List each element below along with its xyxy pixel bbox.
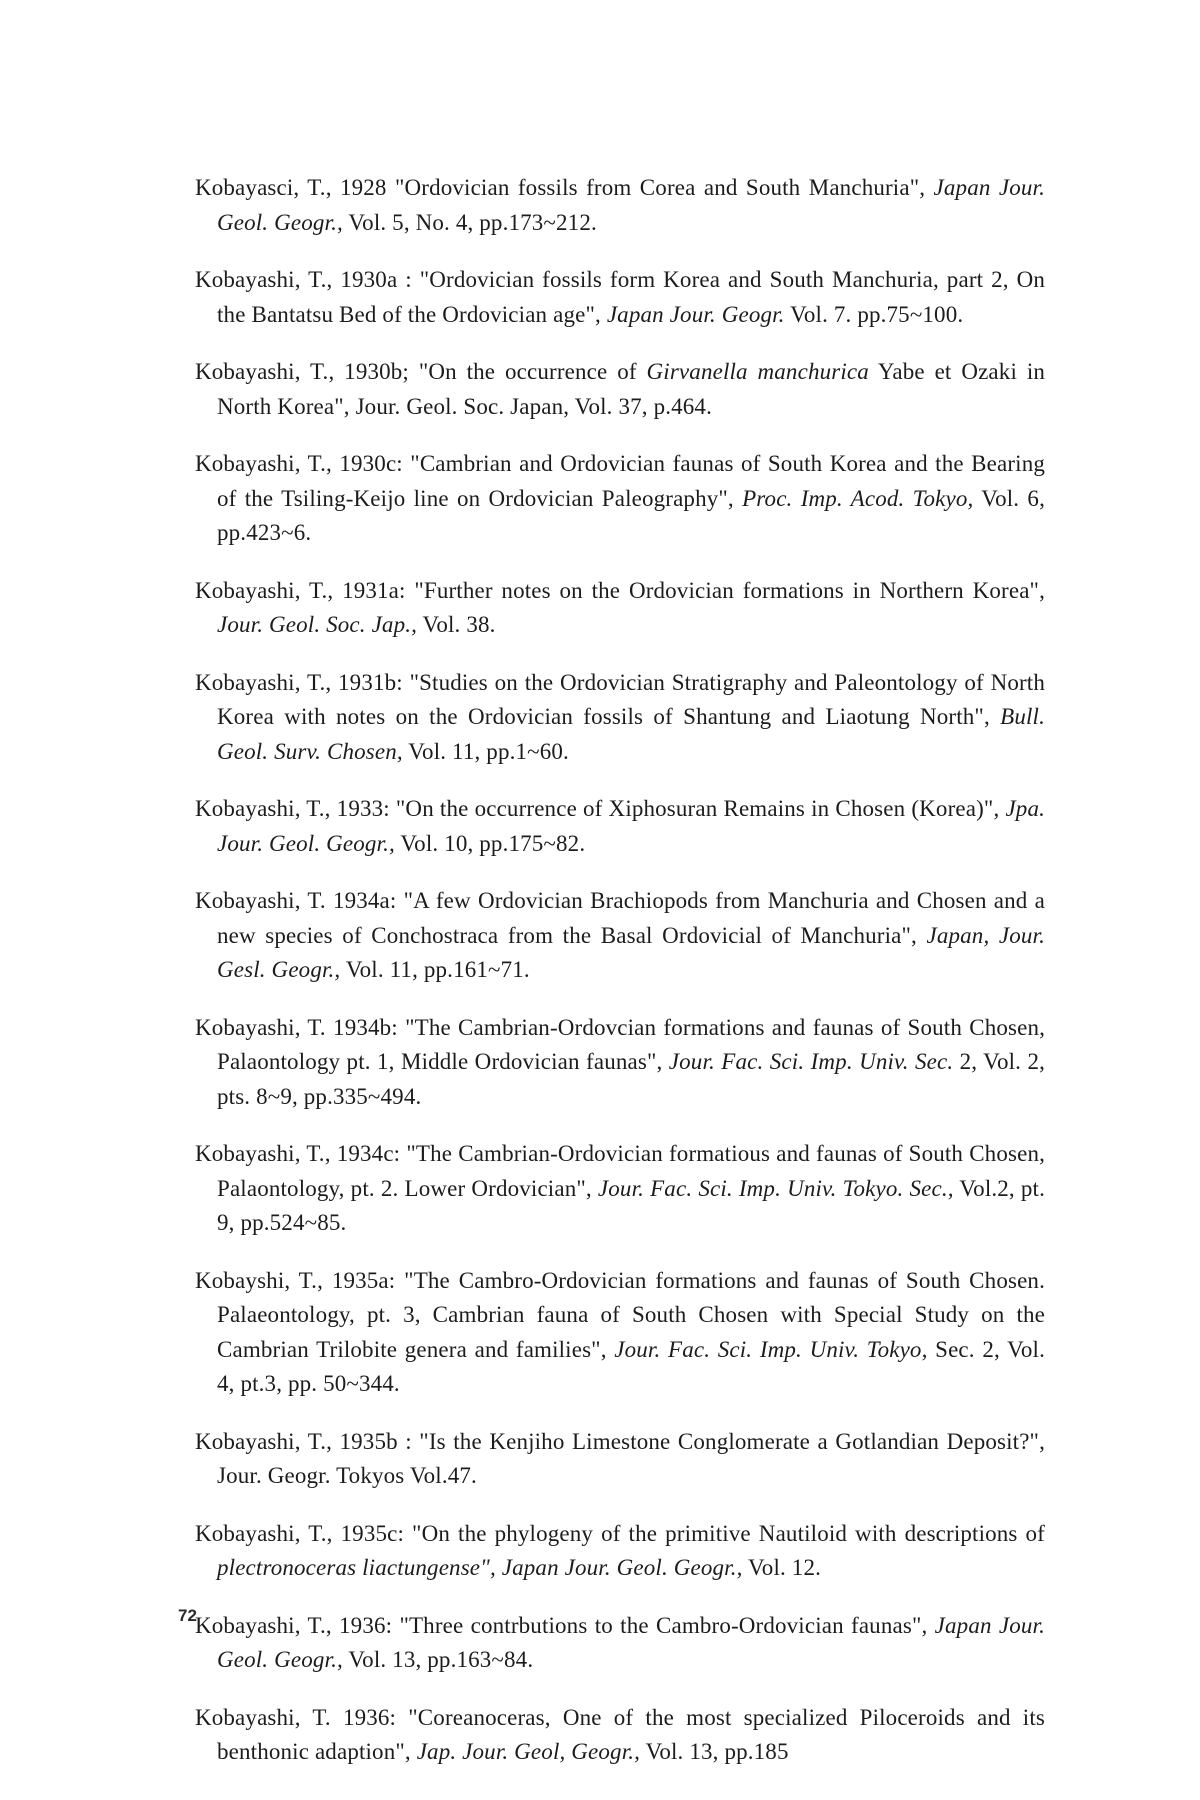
journal-title: Jour. Fac. Sci. Imp. Univ. Tokyo, <box>614 1336 928 1362</box>
reference-entry <box>195 1701 1045 1770</box>
reference-text: Kobayashi, T., 1931a: "Further notes on the Ordovician formations in Northern Korea", <box>195 577 1045 603</box>
reference-details: Vol. 10, pp.175~82. <box>400 830 586 856</box>
reference-entry <box>195 1011 1045 1115</box>
journal-title: Jap. Jour. Geol, Geogr., <box>416 1739 641 1764</box>
journal-title: Proc. Imp. Acod. Tokyo, <box>742 485 974 511</box>
reference-text: Kobayasci, T., 1928 "Ordovician fossils from Corea and South Manchuria", <box>195 175 926 200</box>
reference-text: Kobayashi, T., 1931b: "Studies on the Ordovician Stratigraphy and Paleontology of North Korea with notes on the Ordovician fossils of Shantung and Liaotung North", <box>195 669 1045 729</box>
reference-details: Yabe et Ozaki in North Korea", Jour. Geol. Soc. Japan, Vol. 37, p.464. <box>217 359 1046 419</box>
journal-title: Japan Jour. Geogr. <box>606 301 785 327</box>
journal-title: Japan Jour. Geol. Geogr., <box>217 1612 1046 1672</box>
reference-entry <box>195 1517 1045 1586</box>
reference-entry <box>195 792 1045 861</box>
page-number: 72 <box>178 1606 197 1625</box>
reference-details: Vol. 11, pp.161~71. <box>345 957 530 982</box>
reference-entry <box>195 1137 1045 1241</box>
reference-text: Kobayashi, T., 1930c: "Cambrian and Ordovician faunas of South Korea and the Bearing of the Tsiling-Keijo line on Ordovician Paleography", <box>195 451 1045 511</box>
journal-title: Jour. Fac. Sci. Imp. Univ. Tokyo. Sec., <box>597 1175 954 1201</box>
journal-title: Jpa. Jour. Geol. Geogr., <box>217 796 1045 856</box>
journal-title: Bull. Geol. Surv. Chosen, <box>217 704 1045 764</box>
reference-text: Kobayashi, T. 1934a: "A few Ordovician Brachiopods from Manchuria and Chosen and a new species of Conchostraca from the Basal Ordovicial of Manchuria", <box>195 888 1045 948</box>
reference-details: Vol. 11, pp.1~60. <box>408 738 569 764</box>
reference-text: Kobayashi, T., 1935b : "Is the Kenjiho Limestone Conglomerate a Gotlandian Deposit?", Jour. Geogr. Tokyos Vol.47. <box>195 1428 1045 1488</box>
reference-details: Vol. 13, pp.185 <box>645 1739 789 1764</box>
reference-details: Vol. 12. <box>748 1555 822 1580</box>
reference-entry <box>195 666 1045 770</box>
reference-entry <box>195 884 1045 988</box>
reference-entry <box>195 355 1045 424</box>
reference-entry <box>195 447 1045 551</box>
reference-details: Vol. 38. <box>422 612 496 637</box>
reference-details: Vol.2, pt. 9, pp.524~85. <box>217 1175 1045 1235</box>
journal-title: Jour. Geol. Soc. Jap., <box>217 612 418 637</box>
journal-title: plectronoceras liactungense", Japan Jour. Geol. Geogr., <box>217 1555 743 1580</box>
reference-text: Kobayashi, T., 1935c: "On the phylogeny of the primitive Nautiloid with descriptions of <box>195 1520 1045 1546</box>
reference-entry <box>195 574 1045 643</box>
reference-details: Vol. 5, No. 4, pp.173~212. <box>348 209 597 235</box>
reference-details: Vol. 6, pp.423~6. <box>217 485 1045 545</box>
reference-entry <box>195 1264 1045 1402</box>
reference-text: Kobayashi, T., 1930a : "Ordovician fossils form Korea and South Manchuria, part 2, On the Bantatsu Bed of the Ordovician age", <box>195 267 1045 327</box>
reference-text: Kobayashi, T., 1934c: "The Cambrian-Ordovician formatious and faunas of South Chosen, Palaontology, pt. 2. Lower Ordovician", <box>195 1141 1045 1201</box>
reference-list <box>195 148 1045 1770</box>
journal-title: Japan, Jour. Gesl. Geogr., <box>217 922 1045 982</box>
reference-details: Sec. 2, Vol. 4, pt.3, pp. 50~344. <box>217 1336 1045 1396</box>
journal-title: Jour. Fac. Sci. Imp. Univ. Sec. <box>668 1049 954 1074</box>
reference-entry <box>195 171 1045 240</box>
reference-entry <box>195 263 1045 332</box>
journal-title: Girvanella manchurica <box>646 359 869 384</box>
reference-details: Vol. 13, pp.163~84. <box>348 1647 534 1672</box>
reference-details: 2, Vol. 2, pts. 8~9, pp.335~494. <box>217 1049 1045 1109</box>
reference-text: Kobayshi, T., 1935a: "The Cambro-Ordovician formations and faunas of South Chosen. Palaeontology, pt. 3, Cambrian fauna of South Chosen with Special Study on the Cambrian Trilobite genera and families", <box>195 1267 1045 1362</box>
reference-text: Kobayashi, T., 1936: "Three contrbutions to the Cambro-Ordovician faunas", <box>195 1612 928 1638</box>
reference-text: Kobayashi, T. 1934b: "The Cambrian-Ordovcian formations and faunas of South Chosen, Palaontology pt. 1, Middle Ordovician faunas", <box>195 1014 1045 1074</box>
reference-text: Kobayashi, T., 1933: "On the occurrence of Xiphosuran Remains in Chosen (Korea)", <box>195 796 1000 821</box>
reference-entry <box>195 1425 1045 1494</box>
reference-details: Vol. 7. pp.75~100. <box>790 301 964 327</box>
reference-entry <box>195 1609 1045 1678</box>
reference-text: Kobayashi, T. 1936: "Coreanoceras, One of the most specialized Piloceroids and its benthonic adaption", <box>195 1704 1045 1764</box>
reference-text: Kobayashi, T., 1930b; "On the occurrence of <box>195 359 637 384</box>
journal-title: Japan Jour. Geol. Geogr., <box>217 175 1045 235</box>
